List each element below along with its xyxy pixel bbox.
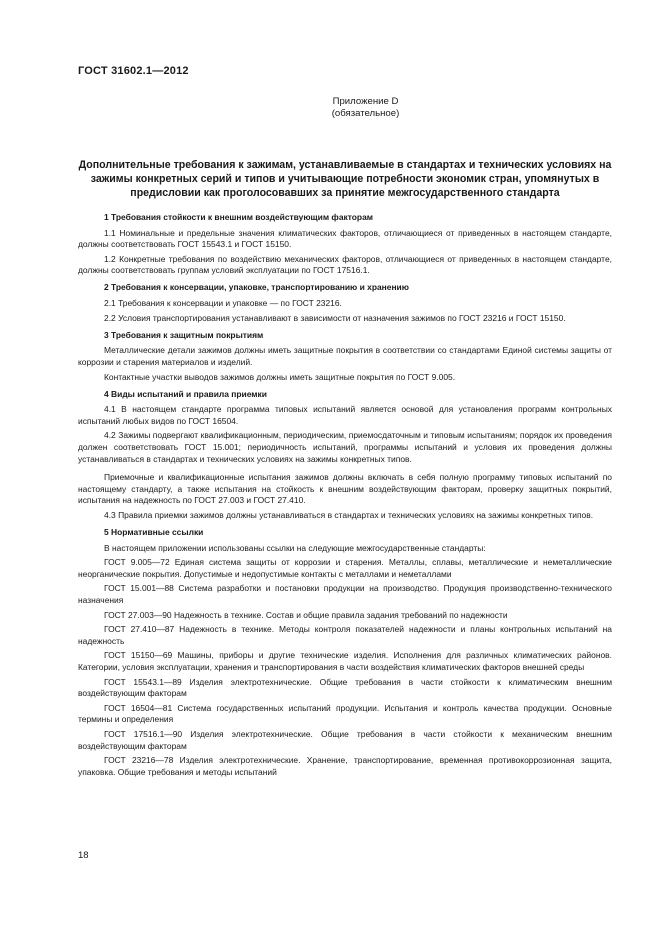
paragraph-2-1: 2.1 Требования к консервации и упаковке — по ГОСТ 23216. — [104, 298, 342, 309]
section-heading-2: 2 Требования к консервации, упаковке, транспортированию и хранению — [104, 282, 409, 293]
reference-item: ГОСТ 17516.1—90 Изделия электротехнические. Общие требования в части стойкости к механическим внешним воздействующим факторам — [78, 728, 612, 751]
document-body — [78, 212, 612, 778]
section-heading-4: 4 Виды испытаний и правила приемки — [104, 388, 267, 399]
paragraph-4-2: 4.2 Зажимы подвергают квалификационным, периодическим, приемосдаточным и типовым испытаниям; порядок их проведения должен соответствовать ГОСТ 15.001; периодичность испытаний, программы испытаний и условия их проведения должны устанавливаться в стандартах и технических условиях на зажимы конкретных типов. — [78, 430, 612, 464]
reference-item: ГОСТ 27.410—87 Надежность в технике. Методы контроля показателей надежности и планы контрольных испытаний на надежность — [78, 624, 612, 646]
reference-item: ГОСТ 15150—69 Машины, приборы и другие технические изделия. Исполнения для различных климатических районов. Категории, условия эксплуатации, хранения и транспортирования в части воздействия климатических факторов внешней среды — [78, 650, 612, 672]
page-number: 18 — [78, 850, 89, 861]
section-heading-5: 5 Нормативные ссылки — [104, 527, 204, 538]
references-intro: В настоящем приложении использованы ссылки на следующие межгосударственные стандарты: — [104, 542, 486, 553]
paragraph-3-2: Контактные участки выводов зажимов должны иметь защитные покрытия по ГОСТ 9.005. — [104, 371, 456, 382]
reference-item: ГОСТ 16504—81 Система государственных испытаний продукции. Испытания и контроль качества продукции. Основные термины и определения — [78, 702, 612, 725]
reference-item: ГОСТ 15543.1—89 Изделия электротехнические. Общие требования в части стойкости к климатическим внешним воздействующим факторам — [78, 676, 612, 699]
paragraph-2-2: 2.2 Условия транспортирования устанавливают в зависимости от назначения зажимов по ГОСТ 23216 и ГОСТ 15150. — [104, 312, 566, 323]
appendix-type: (обязательное) — [331, 108, 400, 119]
reference-item: ГОСТ 15.001—88 Система разработки и постановки продукции на производство. Продукция производственно-технического назначения — [78, 583, 612, 606]
reference-item: ГОСТ 9.005—72 Единая система защиты от коррозии и старения. Металлы, сплавы, металлические и неметаллические неорганические покрытия. Допустимые и недопустимые контакты с металлами и неметаллами — [78, 557, 612, 579]
section-heading-3: 3 Требования к защитным покрытиям — [104, 329, 264, 340]
paragraph-1-1: 1.1 Номинальные и предельные значения климатических факторов, отличающиеся от приведенных в настоящем стандарте, должны соответствовать ГОСТ 15543.1 и ГОСТ 15150. — [78, 227, 612, 250]
appendix-title: Дополнительные требования к зажимам, устанавливаемые в стандартах и технических условиях на зажимы конкретных серий и типов и учитывающие потребности экономик стран, упомянутых в предисловии как проголосовавших за принятие межгосударственного стандарта — [78, 159, 612, 199]
paragraph-4-1: 4.1 В настоящем стандарте программа типовых испытаний является основой для установления программ контрольных испытаний любых видов по ГОСТ 16504. — [78, 404, 612, 426]
reference-item: ГОСТ 27.003—90 Надежность в технике. Состав и общие правила задания требований по надежности — [104, 609, 508, 620]
document-header: ГОСТ 31602.1—2012 — [78, 65, 189, 77]
paragraph-4-3: 4.3 Правила приемки зажимов должны устанавливаться в стандартах и технических условиях на зажимы конкретных типов. — [104, 509, 594, 520]
paragraph-3-1: Металлические детали зажимов должны иметь защитные покрытия в соответствии со стандартами Единой системы защиты от коррозии и старения материалов и изделий. — [78, 345, 612, 367]
paragraph-4-2-cont: Приемочные и квалификационные испытания зажимов должны включать в себя полную программу типовых испытаний по настоящему стандарту, а также испытания на стойкость к внешним воздействующим факторам, проверку защитных покрытий, испытания на надежность по ГОСТ 27.003 и ГОСТ 27.410. — [78, 472, 612, 506]
paragraph-1-2: 1.2 Конкретные требования по воздействию механических факторов, отличающиеся от приведенных в настоящем стандарте, должны соответствовать группам условий эксплуатации по ГОСТ 17516.1. — [78, 253, 612, 276]
reference-item: ГОСТ 23216—78 Изделия электротехнические. Хранение, транспортирование, временная противокоррозионная защита, упаковка. Общие требования и методы испытаний — [78, 755, 612, 777]
appendix-label: Приложение D — [332, 96, 399, 107]
section-heading-1: 1 Требования стойкости к внешним воздействующим факторам — [104, 212, 373, 222]
